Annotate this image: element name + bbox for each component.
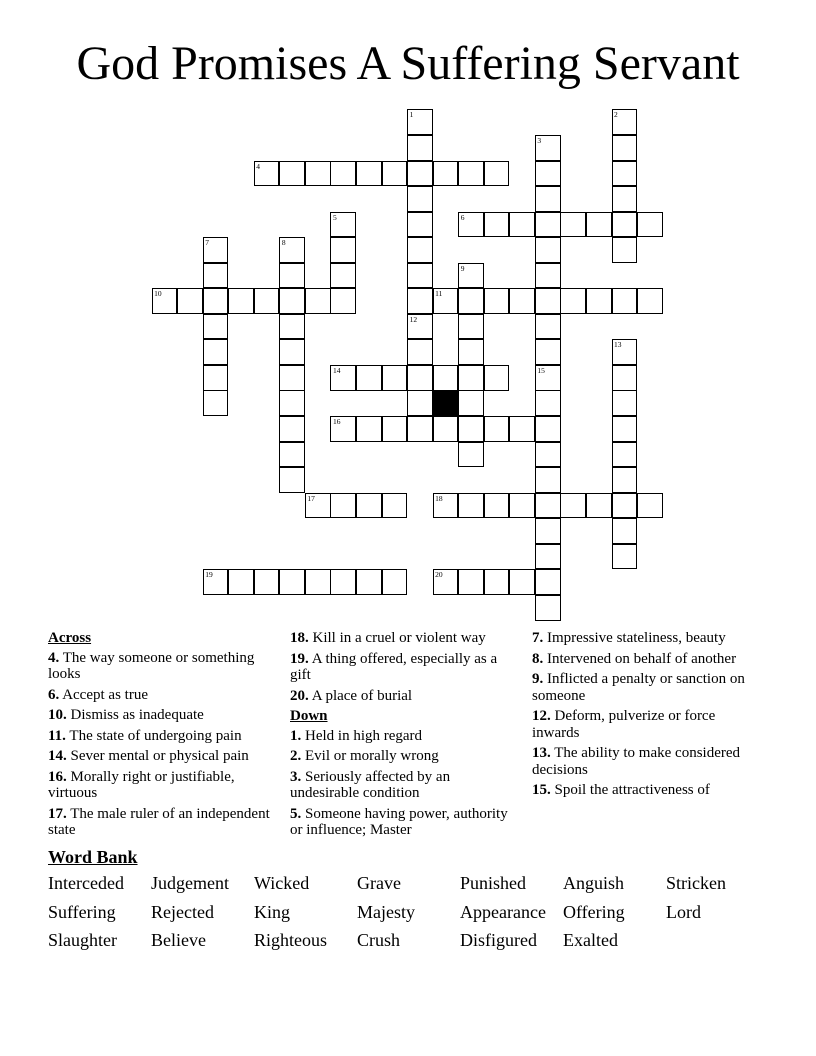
grid-cell[interactable]	[535, 135, 561, 161]
grid-cell[interactable]	[535, 390, 561, 416]
cell-number: 7	[205, 238, 209, 248]
grid-cell[interactable]	[203, 237, 229, 263]
word-bank-word: Grave	[357, 873, 401, 893]
grid-cell[interactable]	[535, 493, 561, 519]
grid-cell[interactable]	[356, 161, 382, 187]
grid-cell[interactable]	[407, 186, 433, 212]
grid-cell[interactable]	[535, 442, 561, 468]
grid-cell[interactable]	[254, 161, 280, 187]
grid-cell[interactable]	[330, 263, 356, 289]
grid-cell[interactable]	[612, 544, 638, 570]
word-bank-word: Punished	[460, 873, 527, 893]
clue-across-17: 17. The male ruler of an independent state	[48, 805, 270, 838]
grid-cell[interactable]	[612, 493, 638, 519]
cell-number: 13	[614, 340, 622, 350]
word-bank-word: Lord	[666, 901, 701, 922]
word-bank-title: Word Bank	[48, 847, 138, 867]
grid-cell[interactable]	[458, 212, 484, 238]
grid-cell[interactable]	[560, 212, 586, 238]
grid-cell[interactable]	[203, 569, 229, 595]
clue-across-20: 20. A place of burial	[290, 687, 413, 704]
clue-across-19: 19. A thing offered, especially as a gift	[290, 650, 498, 683]
grid-cell[interactable]	[612, 186, 638, 212]
grid-cell[interactable]	[509, 493, 535, 519]
grid-cell[interactable]	[612, 161, 638, 187]
grid-cell[interactable]	[535, 288, 561, 314]
cell-number: 4	[256, 161, 261, 171]
grid-cell[interactable]	[458, 263, 484, 289]
grid-cell[interactable]	[330, 288, 356, 314]
word-bank-word: Majesty	[357, 901, 415, 922]
grid-cell[interactable]	[433, 161, 459, 187]
grid-block	[433, 390, 459, 416]
grid-cell[interactable]	[330, 212, 356, 238]
grid-cell[interactable]	[279, 365, 305, 391]
grid-cell[interactable]	[407, 339, 433, 365]
grid-cell[interactable]	[637, 288, 663, 314]
word-bank-word: Exalted	[563, 930, 618, 950]
cell-number: 18	[435, 493, 443, 503]
grid-cell[interactable]	[254, 569, 280, 595]
grid-cell[interactable]	[407, 161, 433, 187]
grid-cell[interactable]	[586, 288, 612, 314]
grid-cell[interactable]	[279, 339, 305, 365]
clues-column-2	[290, 630, 515, 843]
grid-cell[interactable]	[254, 288, 280, 314]
cell-number: 15	[537, 365, 545, 375]
grid-cell[interactable]	[356, 365, 382, 391]
grid-cell[interactable]	[535, 518, 561, 544]
grid-cell[interactable]	[356, 493, 382, 519]
across-heading: Across	[48, 630, 92, 646]
grid-cell[interactable]	[279, 569, 305, 595]
grid-cell[interactable]	[203, 365, 229, 391]
grid-cell[interactable]	[382, 365, 408, 391]
grid-cell[interactable]	[407, 263, 433, 289]
grid-cell[interactable]	[560, 288, 586, 314]
clue-down-5: 5. Someone having power, authority or influence; Master	[290, 805, 508, 838]
grid-cell[interactable]	[535, 237, 561, 263]
grid-cell[interactable]	[612, 109, 638, 135]
grid-cell[interactable]	[228, 288, 254, 314]
cell-number: 10	[154, 289, 162, 299]
grid-cell[interactable]	[484, 365, 510, 391]
grid-cell[interactable]	[612, 288, 638, 314]
grid-cell[interactable]	[305, 493, 331, 519]
cell-number: 20	[435, 570, 443, 580]
clues-column-3	[532, 630, 762, 803]
clue-down-2: 2. Evil or morally wrong	[290, 748, 439, 764]
grid-cell[interactable]	[356, 416, 382, 442]
grid-cell[interactable]	[279, 314, 305, 340]
grid-cell[interactable]	[279, 288, 305, 314]
grid-cell[interactable]	[203, 288, 229, 314]
grid-cell[interactable]	[203, 314, 229, 340]
grid-cell[interactable]	[330, 365, 356, 391]
cell-number: 8	[281, 238, 286, 248]
grid-cell[interactable]	[279, 263, 305, 289]
grid-cell[interactable]	[458, 493, 484, 519]
grid-cell[interactable]	[305, 569, 331, 595]
grid-cell[interactable]	[279, 467, 305, 493]
word-bank-word: Rejected	[151, 901, 214, 922]
grid-cell[interactable]	[509, 569, 535, 595]
grid-cell[interactable]	[509, 416, 535, 442]
grid-cell[interactable]	[535, 212, 561, 238]
cell-number: 14	[332, 365, 341, 375]
grid-cell[interactable]	[535, 161, 561, 187]
word-bank-word: Stricken	[666, 873, 726, 893]
word-bank-word: Crush	[357, 930, 401, 950]
grid-cell[interactable]	[535, 365, 561, 391]
grid-cell[interactable]	[612, 212, 638, 238]
grid-cell[interactable]	[458, 365, 484, 391]
grid-cell[interactable]	[535, 263, 561, 289]
grid-cell[interactable]	[612, 416, 638, 442]
grid-cell[interactable]	[509, 212, 535, 238]
grid-cell[interactable]	[330, 161, 356, 187]
grid-cell[interactable]	[407, 135, 433, 161]
grid-cell[interactable]	[586, 493, 612, 519]
word-bank-word: Interceded	[48, 873, 124, 893]
grid-cell[interactable]	[535, 416, 561, 442]
clue-across-16: 16. Morally right or justifiable, virtuous	[48, 768, 235, 801]
grid-cell[interactable]	[279, 161, 305, 187]
grid-cell[interactable]	[484, 416, 510, 442]
cell-number: 2	[614, 110, 618, 120]
word-bank-word: Appearance	[460, 901, 546, 922]
grid-cell[interactable]	[637, 212, 663, 238]
word-bank-word: Believe	[151, 930, 206, 950]
cell-number: 6	[460, 212, 465, 222]
cell-number: 16	[332, 417, 341, 426]
grid-cell[interactable]	[203, 263, 229, 289]
grid-cell[interactable]	[535, 339, 561, 365]
grid-cell[interactable]	[407, 109, 433, 135]
grid-cell[interactable]	[382, 493, 408, 519]
grid-cell[interactable]	[330, 416, 356, 442]
clue-across-18: 18. Kill in a cruel or violent way	[290, 630, 486, 646]
clue-down-15: 15. Spoil the attractiveness of	[532, 782, 710, 798]
grid-cell[interactable]	[535, 186, 561, 212]
grid-cell[interactable]	[433, 416, 459, 442]
grid-cell[interactable]	[458, 339, 484, 365]
grid-cell[interactable]	[382, 161, 408, 187]
grid-cell[interactable]	[152, 288, 178, 314]
clue-across-6: 6. Accept as true	[48, 686, 148, 703]
word-bank-word: Judgement	[151, 873, 229, 893]
clue-across-4: 4. The way someone or something looks	[48, 649, 255, 682]
grid-cell[interactable]	[330, 493, 356, 519]
grid-cell[interactable]	[484, 212, 510, 238]
grid-cell[interactable]	[535, 595, 561, 621]
grid-cell[interactable]	[509, 288, 535, 314]
grid-cell[interactable]	[177, 288, 203, 314]
cell-number: 19	[205, 570, 213, 580]
down-heading: Down	[290, 708, 328, 724]
word-bank-word: Suffering	[48, 901, 116, 922]
cell-number: 11	[435, 289, 443, 299]
clue-across-10: 10. Dismiss as inadequate	[48, 707, 204, 723]
grid-cell[interactable]	[484, 493, 510, 519]
grid-cell[interactable]	[203, 339, 229, 365]
grid-cell[interactable]	[612, 339, 638, 365]
grid-cell[interactable]	[407, 288, 433, 314]
grid-cell[interactable]	[586, 212, 612, 238]
grid-cell[interactable]	[612, 135, 638, 161]
grid-cell[interactable]	[382, 416, 408, 442]
grid-cell[interactable]	[407, 314, 433, 340]
word-bank-word: Offering	[563, 901, 625, 922]
word-bank-word: Anguish	[563, 873, 625, 893]
grid-cell[interactable]	[203, 390, 229, 416]
grid-cell[interactable]	[612, 442, 638, 468]
clue-down-1: 1. Held in high regard	[290, 727, 423, 744]
grid-cell[interactable]	[382, 569, 408, 595]
grid-cell[interactable]	[279, 237, 305, 263]
grid-cell[interactable]	[407, 212, 433, 238]
grid-cell[interactable]	[612, 467, 638, 493]
grid-cell[interactable]	[433, 288, 459, 314]
grid-cell[interactable]	[279, 416, 305, 442]
grid-cell[interactable]	[612, 237, 638, 263]
cell-number: 5	[332, 212, 337, 222]
grid-cell[interactable]	[637, 493, 663, 519]
grid-cell[interactable]	[330, 237, 356, 263]
grid-cell[interactable]	[458, 416, 484, 442]
grid-cell[interactable]	[612, 518, 638, 544]
cell-number: 17	[307, 493, 315, 503]
puzzle-title: God Promises A Suffering Servant	[76, 37, 740, 90]
grid-cell[interactable]	[458, 390, 484, 416]
grid-cell[interactable]	[535, 569, 561, 595]
grid-cell[interactable]	[484, 161, 510, 187]
grid-cell[interactable]	[458, 288, 484, 314]
clues-column-1	[48, 630, 273, 843]
word-bank-word: Wicked	[254, 873, 310, 893]
grid-cell[interactable]	[305, 161, 331, 187]
grid-cell[interactable]	[279, 390, 305, 416]
grid-cell[interactable]	[433, 365, 459, 391]
grid-cell[interactable]	[458, 161, 484, 187]
grid-cell[interactable]	[484, 288, 510, 314]
grid-cell[interactable]	[560, 493, 586, 519]
grid-cell[interactable]	[305, 288, 331, 314]
clue-down-13: 13. The ability to make considered decisions	[532, 745, 741, 778]
grid-cell[interactable]	[407, 416, 433, 442]
grid-cell[interactable]	[535, 314, 561, 340]
clue-down-3: 3. Seriously affected by an undesirable condition	[290, 768, 451, 801]
clue-across-11: 11. The state of undergoing pain	[48, 727, 242, 744]
word-bank-word: Disfigured	[460, 930, 537, 950]
clue-down-7: 7. Impressive stateliness, beauty	[532, 630, 726, 646]
cell-number: 3	[537, 135, 542, 145]
word-bank-word: Slaughter	[48, 930, 117, 950]
grid-cell[interactable]	[228, 569, 254, 595]
grid-cell[interactable]	[535, 467, 561, 493]
grid-cell[interactable]	[458, 569, 484, 595]
word-bank-word: Righteous	[254, 930, 328, 950]
grid-cell[interactable]	[612, 365, 638, 391]
grid-cell[interactable]	[458, 442, 484, 468]
grid-cell[interactable]	[356, 569, 382, 595]
cell-number: 1	[409, 110, 414, 120]
grid-cell[interactable]	[612, 390, 638, 416]
clue-down-12: 12. Deform, pulverize or force inwards	[532, 708, 716, 741]
grid-cell[interactable]	[484, 569, 510, 595]
grid-cell[interactable]	[407, 237, 433, 263]
clue-down-8: 8. Intervened on behalf of another	[532, 650, 737, 667]
grid-cell[interactable]	[407, 390, 433, 416]
clue-across-14: 14. Sever mental or physical pain	[48, 748, 249, 764]
grid-cell[interactable]	[458, 314, 484, 340]
word-bank-word: King	[254, 901, 290, 922]
cell-number: 9	[460, 263, 465, 273]
grid-cell[interactable]	[433, 493, 459, 519]
cell-number: 12	[409, 314, 418, 324]
grid-cell[interactable]	[535, 544, 561, 570]
grid-cell[interactable]	[433, 569, 459, 595]
grid-cell[interactable]	[330, 569, 356, 595]
clue-down-9: 9. Inflicted a penalty or sanction on someone	[532, 671, 745, 704]
grid-cell[interactable]	[407, 365, 433, 391]
grid-cell[interactable]	[279, 442, 305, 468]
